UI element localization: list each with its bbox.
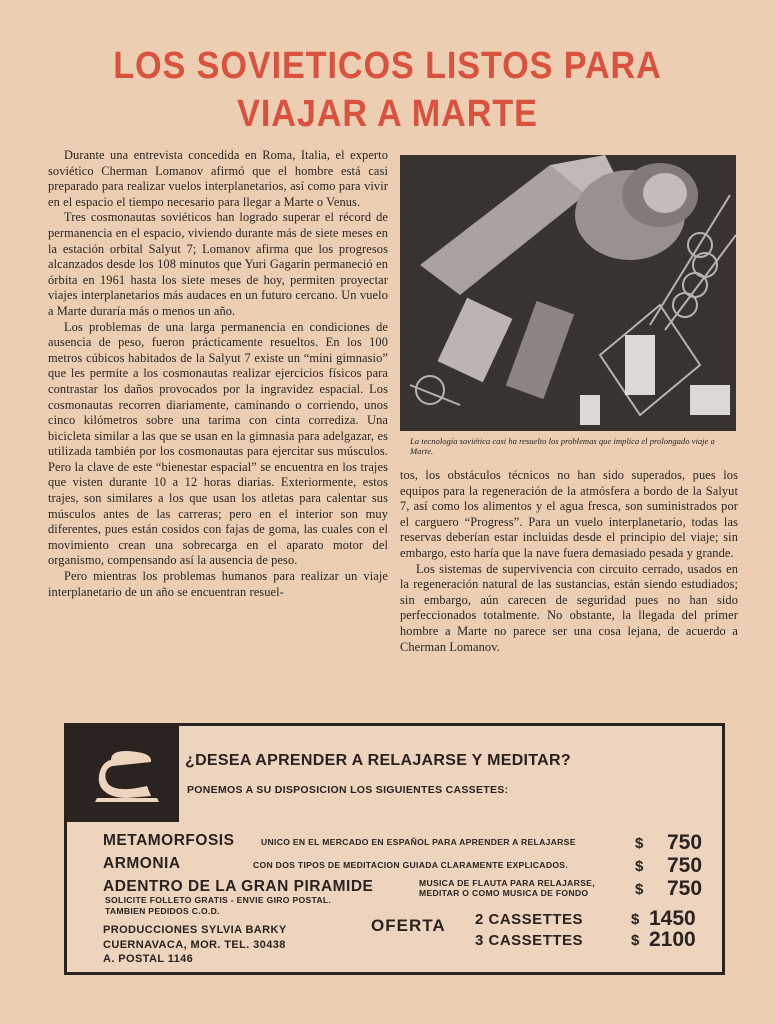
article-paragraph: Durante una entrevista concedida en Roma, Italia, el experto soviético Cherman Lomanov afirmó que el hombre está casi preparado para realizar vuelos interplanetarios, así como para vivir en el espacio el tiempo necesario para llegar a Marte o Venus. bbox=[48, 148, 388, 209]
order-info bbox=[105, 895, 331, 917]
product-description-line: MEDITAR O COMO MUSICA DE FONDO bbox=[419, 888, 589, 898]
company-name: PRODUCCIONES SYLVIA BARKY bbox=[103, 924, 287, 936]
article-paragraph: Tres cosmonautas soviéticos han logrado superar el récord de permanencia en el espacio, viviendo durante más de siete meses en la estación orbital Salyut 7; Lomanov afirma que los progresos alcanzados desde los 108 minutos que Yuri Gagarin permaneció en órbita en 1961 hasta los siete meses de hoy, permiten proyectar viajes interplanetarios más audaces en un futuro cercano. Un vuelo a Marte duraría más o menos un año. bbox=[48, 210, 388, 318]
article-left-column bbox=[48, 148, 388, 600]
article-paragraph: Los problemas de una larga permanencia en condiciones de ausencia de peso, fueron prácticamente resueltos. En los 100 metros cúbicos habitados de la Salyut 7 existe un “mini gimnasio” que les permite a los cosmonautas realizar ejercicios físicos para contrastar los daños provocados por la ingravidez espacial. Los cosmonautas recorren diariamente, caminando o corriendo, unos cinco kilómetros sobre una tarima con cinta corrediza. Una bicicleta similar a las que se usan en la gimnasia para adelgazar, es utilizada también por los cosmonautas para ejercitar sus músculos. Pero la clave de este “bienestar espacial” se encuentra en los trajes que visten durante 10 a 12 horas diarias. Exteriormente, estos trajes, son similares a los que usan los atletas para calentar sus músculos antes de las carreras; pero en el interior son muy diferentes, pues están cosidos con fajas de goma, las cuales con el movimiento crean una sobrecarga en el aparato motor del organismo, compensando así la ausencia de peso. bbox=[48, 319, 388, 568]
space-station-illustration bbox=[400, 155, 736, 431]
product-description bbox=[419, 878, 595, 898]
offer-currency: $ bbox=[631, 932, 640, 949]
product-currency: $ bbox=[635, 858, 644, 875]
article-headline bbox=[39, 42, 737, 138]
product-name: ARMONIA bbox=[103, 855, 181, 872]
offer-currency: $ bbox=[631, 911, 640, 928]
product-description-line: MUSICA DE FLAUTA PARA RELAJARSE, bbox=[419, 878, 595, 888]
article-paragraph: Los sistemas de supervivencia con circuito cerrado, usados en la regeneración natural de las sustancias, están siendo estudiados; sin embargo, aún carecen de seguridad pues no han sido perfeccionados totalmente. No obstante, la llegada del primer hombre a Marte no parece ser una cosa lejana, de acuerdo a Cherman Lomanov. bbox=[400, 561, 738, 654]
space-station-photo bbox=[400, 155, 736, 431]
offer-name: 3 CASSETTES bbox=[475, 932, 584, 949]
headline-line-2: VIAJAR A MARTE bbox=[237, 93, 538, 135]
company-address: CUERNAVACA, MOR. TEL. 30438 bbox=[103, 938, 286, 951]
cassette-advertisement bbox=[64, 723, 725, 975]
offer-name: 2 CASSETTES bbox=[475, 911, 584, 928]
product-description: UNICO EN EL MERCADO EN ESPAÑOL PARA APRENDER A RELAJARSE bbox=[261, 837, 576, 847]
pedidos-line: TAMBIEN PEDIDOS C.O.D. bbox=[105, 906, 220, 916]
offer-price: 2100 bbox=[649, 928, 696, 951]
product-name: METAMORFOSIS bbox=[103, 832, 235, 849]
offer-price: 1450 bbox=[649, 907, 696, 930]
solicite-line: SOLICITE FOLLETO GRATIS - ENVIE GIRO POSTAL. bbox=[105, 895, 332, 905]
offer-label: OFERTA bbox=[371, 916, 446, 935]
company-postal: A. POSTAL 1146 bbox=[103, 953, 194, 965]
product-price: 750 bbox=[667, 854, 703, 877]
product-name: ADENTRO DE LA GRAN PIRAMIDE bbox=[103, 878, 374, 895]
article-paragraph: tos, los obstáculos técnicos no han sido superados, pues los equipos para la regeneración de la atmósfera a bordo de la Salyut 7, así como los alimentos y el agua fresca, son suministrados por el carguero “Progress”. Para un vuelo interplanetario, todas las reservas deberían estar incluidas desde el principio del viaje; sin embargo, esto haría que la nave fuera demasiado pesada y grande. bbox=[400, 468, 738, 560]
ad-title: ¿DESEA APRENDER A RELAJARSE Y MEDITAR? bbox=[185, 752, 571, 769]
headline-line-1: LOS SOVIETICOS LISTOS PARA bbox=[113, 45, 662, 87]
company-info bbox=[103, 923, 287, 967]
product-price: 750 bbox=[667, 831, 703, 854]
product-currency: $ bbox=[635, 835, 644, 852]
ad-subtitle: PONEMOS A SU DISPOSICION LOS SIGUIENTES CASSETES: bbox=[187, 784, 509, 796]
product-price: 750 bbox=[667, 877, 703, 900]
product-row bbox=[103, 855, 713, 877]
article-paragraph: Pero mientras los problemas humanos para realizar un viaje interplanetario de un año se encuentran resuel- bbox=[48, 569, 388, 599]
product-currency: $ bbox=[635, 881, 644, 898]
e-logo-icon bbox=[67, 726, 179, 822]
photo-caption: La tecnología soviética casi ha resuelto los problemas que implica el prolongado viaje a Marte. bbox=[410, 436, 715, 457]
offer-row bbox=[475, 930, 715, 952]
product-description: CON DOS TIPOS DE MEDITACION GUIADA CLARAMENTE EXPLICADOS. bbox=[253, 860, 569, 870]
article-right-column bbox=[400, 468, 738, 655]
product-row bbox=[103, 832, 713, 854]
